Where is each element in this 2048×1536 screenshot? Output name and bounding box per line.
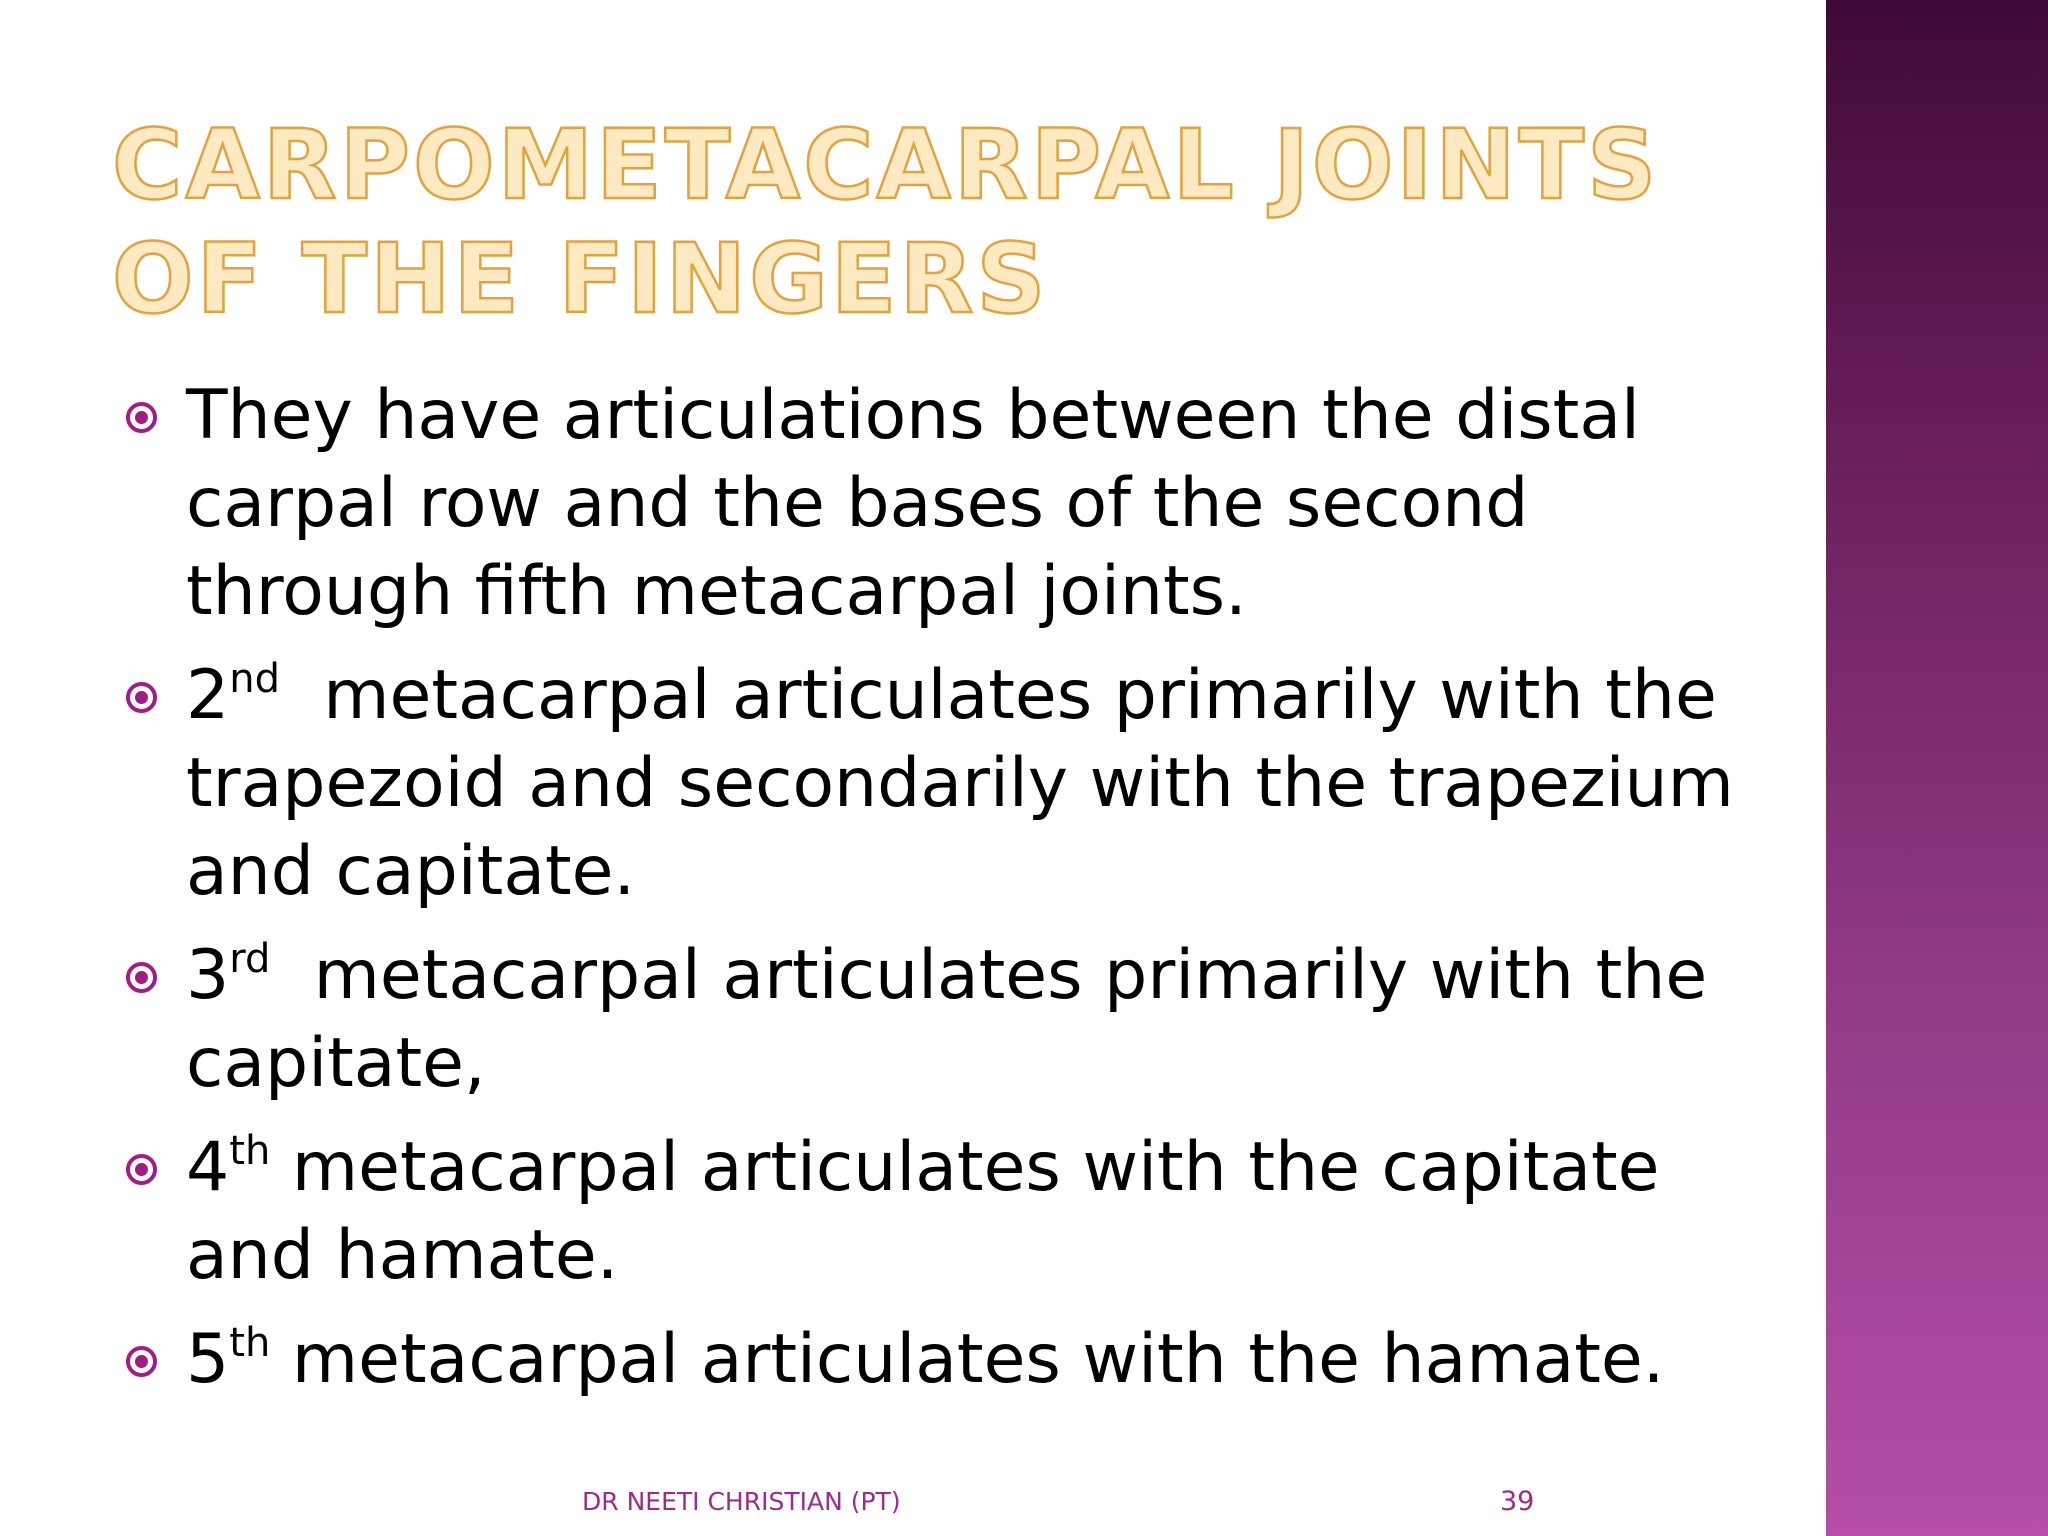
circled-dot-icon — [126, 682, 157, 713]
circled-dot-icon — [126, 402, 157, 433]
bullet-item — [120, 1316, 1740, 1404]
bullet-item — [120, 1124, 1740, 1300]
bullet-ordinal-suffix: th — [229, 1320, 271, 1366]
slide-footer: DR NEETI CHRISTIAN (PT) — [582, 1487, 901, 1516]
bullet-list — [120, 372, 1756, 1420]
circled-dot-icon — [126, 962, 157, 993]
bullet-item — [120, 372, 1740, 636]
circled-dot-icon — [126, 1346, 157, 1377]
bullet-item — [120, 932, 1740, 1108]
bullet-text: metacarpal articulates with the capitate and hamate. — [186, 1128, 1682, 1295]
bullet-text: They have articulations between the distal carpal row and the bases of the second through fifth metacarpal joints. — [186, 376, 1640, 631]
side-decoration-band — [1826, 0, 2048, 1536]
bullet-ordinal-suffix: nd — [229, 656, 281, 702]
bullet-number: 2 — [186, 656, 230, 735]
bullet-number: 5 — [186, 1320, 230, 1399]
circled-dot-icon — [126, 1154, 157, 1185]
bullet-text: metacarpal articulates primarily with the capitate, — [186, 936, 1729, 1103]
bullet-text: metacarpal articulates with the hamate. — [270, 1320, 1665, 1399]
bullet-number: 3 — [186, 936, 230, 1015]
slide-title: CARPOMETACARPAL JOINTS OF THE FINGERS — [112, 109, 1660, 335]
bullet-number: 4 — [186, 1128, 230, 1207]
bullet-ordinal-suffix: rd — [229, 936, 271, 982]
bullet-item — [120, 652, 1756, 916]
bullet-ordinal-suffix: th — [229, 1128, 271, 1174]
page-number: 39 — [1500, 1486, 1535, 1517]
bullet-text: metacarpal articulates primarily with the trapezoid and secondarily with the trapezium and capitate. — [186, 656, 1756, 911]
